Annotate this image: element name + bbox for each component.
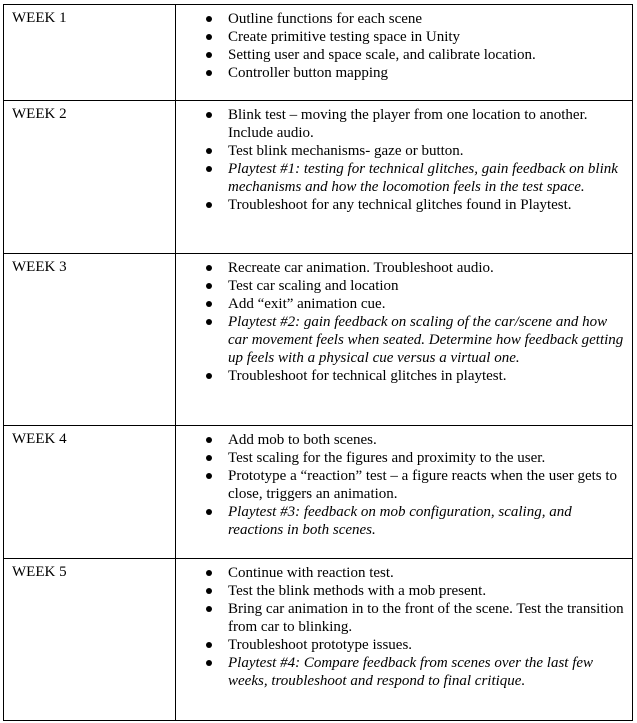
task-item: [176, 106, 624, 142]
playtest-item: [176, 313, 624, 367]
task-text: Test scaling for the figures and proximity to the user.: [228, 450, 546, 466]
bullet-icon: [206, 148, 212, 154]
bullet-icon: [206, 660, 212, 666]
task-text: Test the blink methods with a mob present.: [228, 583, 487, 599]
bullet-icon: [206, 70, 212, 76]
task-item: [176, 46, 624, 64]
bullet-icon: [206, 509, 212, 515]
task-list: [176, 106, 624, 214]
task-item: [176, 196, 624, 214]
task-text: Outline functions for each scene: [228, 11, 423, 27]
task-text: Test car scaling and location: [228, 278, 399, 294]
playtest-item: [176, 654, 624, 690]
task-text: Playtest #2: gain feedback on scaling of the car/scene and how car movement feels when seated. Determine how feedback getting up feels with a physical cue versus a virtual one.: [228, 314, 624, 366]
task-list: [176, 259, 624, 385]
task-text: Continue with reaction test.: [228, 565, 394, 581]
bullet-icon: [206, 265, 212, 271]
week-row-5: [4, 559, 633, 721]
bullet-icon: [206, 606, 212, 612]
playtest-item: [176, 503, 624, 539]
week-label: WEEK 3: [4, 254, 176, 426]
task-cell: [176, 559, 633, 721]
task-list: [176, 564, 624, 690]
task-cell: [176, 5, 633, 101]
task-text: Troubleshoot for technical glitches in playtest.: [228, 368, 507, 384]
task-text: Playtest #1: testing for technical glitches, gain feedback on blink mechanisms and how the locomotion feels in the test space.: [228, 161, 618, 195]
bullet-icon: [206, 319, 212, 325]
task-item: [176, 64, 624, 82]
week-row-4: [4, 426, 633, 559]
task-text: Setting user and space scale, and calibrate location.: [228, 47, 536, 63]
task-text: Controller button mapping: [228, 65, 388, 81]
bullet-icon: [206, 301, 212, 307]
task-text: Add mob to both scenes.: [228, 432, 377, 448]
task-cell: [176, 254, 633, 426]
task-list: [176, 10, 624, 82]
bullet-icon: [206, 570, 212, 576]
task-text: Prototype a “reaction” test – a figure reacts when the user gets to close, triggers an animation.: [228, 468, 618, 502]
week-row-3: [4, 254, 633, 426]
playtest-item: [176, 160, 624, 196]
task-text: Troubleshoot prototype issues.: [228, 637, 413, 653]
bullet-icon: [206, 166, 212, 172]
task-text: Playtest #3: feedback on mob configuration, scaling, and reactions in both scenes.: [228, 504, 572, 538]
task-cell: [176, 101, 633, 254]
task-text: Test blink mechanisms- gaze or button.: [228, 143, 464, 159]
task-item: [176, 295, 624, 313]
task-item: [176, 582, 624, 600]
task-item: [176, 259, 624, 277]
week-label: WEEK 1: [4, 5, 176, 101]
bullet-icon: [206, 52, 212, 58]
task-item: [176, 431, 624, 449]
task-item: [176, 636, 624, 654]
week-label: WEEK 4: [4, 426, 176, 559]
task-text: Blink test – moving the player from one location to another. Include audio.: [228, 107, 588, 141]
task-item: [176, 467, 624, 503]
task-text: Recreate car animation. Troubleshoot audio.: [228, 260, 494, 276]
task-item: [176, 10, 624, 28]
bullet-icon: [206, 202, 212, 208]
task-item: [176, 142, 624, 160]
bullet-icon: [206, 588, 212, 594]
week-label: WEEK 5: [4, 559, 176, 721]
bullet-icon: [206, 16, 212, 22]
bullet-icon: [206, 112, 212, 118]
task-list: [176, 431, 624, 539]
bullet-icon: [206, 283, 212, 289]
bullet-icon: [206, 34, 212, 40]
task-item: [176, 449, 624, 467]
schedule-table: [3, 4, 633, 721]
task-item: [176, 564, 624, 582]
bullet-icon: [206, 373, 212, 379]
task-cell: [176, 426, 633, 559]
week-label: WEEK 2: [4, 101, 176, 254]
task-text: Create primitive testing space in Unity: [228, 29, 461, 45]
task-text: Playtest #4: Compare feedback from scenes over the last few weeks, troubleshoot and respond to final critique.: [228, 655, 594, 689]
bullet-icon: [206, 455, 212, 461]
bullet-icon: [206, 437, 212, 443]
task-item: [176, 277, 624, 295]
task-text: Add “exit” animation cue.: [228, 296, 386, 312]
task-text: Troubleshoot for any technical glitches found in Playtest.: [228, 197, 572, 213]
task-text: Bring car animation in to the front of the scene. Test the transition from car to blinking.: [228, 601, 624, 635]
task-item: [176, 600, 624, 636]
bullet-icon: [206, 642, 212, 648]
task-item: [176, 28, 624, 46]
bullet-icon: [206, 473, 212, 479]
week-row-1: [4, 5, 633, 101]
week-row-2: [4, 101, 633, 254]
task-item: [176, 367, 624, 385]
